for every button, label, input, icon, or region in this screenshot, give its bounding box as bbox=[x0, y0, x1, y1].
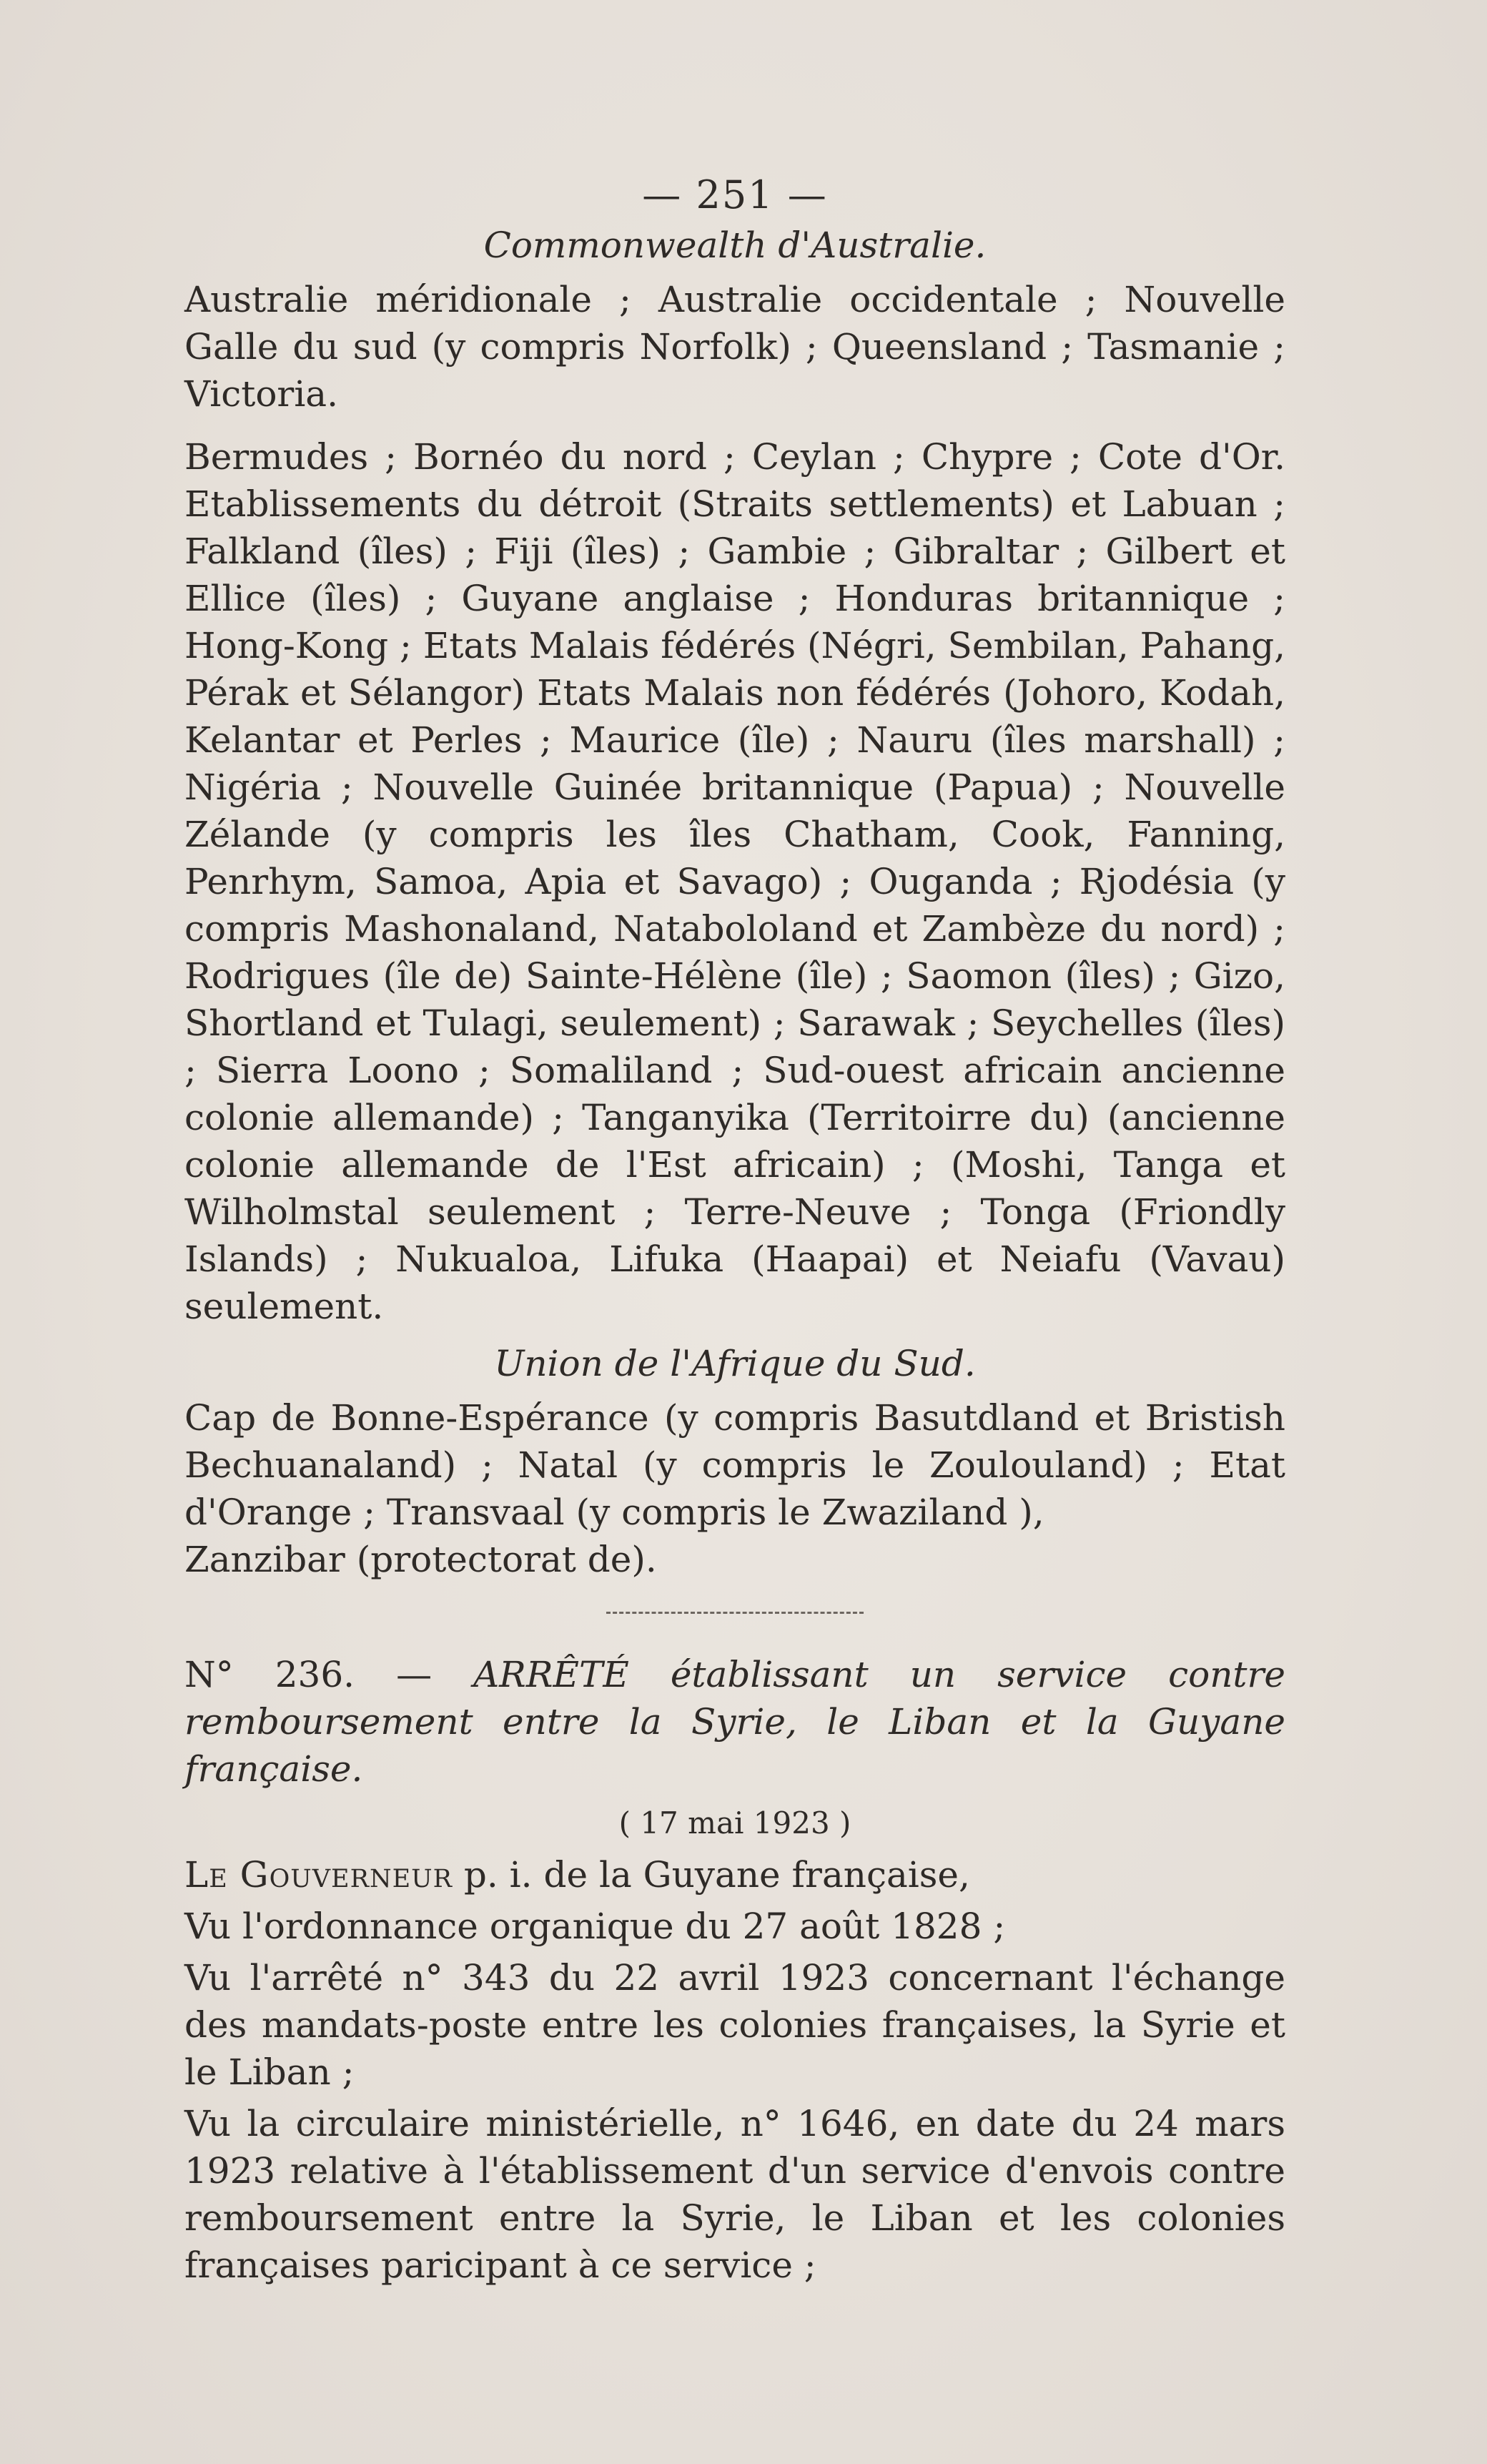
section-heading-south-africa: Union de l'Afrique du Sud. bbox=[494, 1343, 976, 1384]
text-column bbox=[184, 172, 1285, 2289]
section-heading-australia: Commonwealth d'Australie. bbox=[483, 225, 987, 266]
gouverneur-rest: p. i. de la Guyane française, bbox=[463, 1854, 970, 1896]
zanzibar-line: Zanzibar (protectorat de). bbox=[184, 1539, 657, 1580]
gouverneur-line bbox=[184, 1851, 1285, 1898]
separator-rule bbox=[606, 1612, 864, 1614]
australia-paragraph: Australie méridionale ; Australie occidentale ; Nouvelle Galle du sud (y compris Norfolk) ; Queensland ; Tasmanie ; Victoria. bbox=[184, 279, 1285, 415]
decree-title-text: ARRÊTÉ établissant un service contre remboursement entre la Syrie, le Liban et la Guyane française. bbox=[184, 1654, 1285, 1790]
consideration-3: Vu la circulaire ministérielle, n° 1646, en date du 24 mars 1923 relative à l'établissement d'un service d'envois contre remboursement entre la Syrie, le Liban et les colonies françaises paricipant à ce service ; bbox=[184, 2103, 1285, 2286]
consideration-1: Vu l'ordonnance organique du 27 août 1828 ; bbox=[184, 1906, 1006, 1947]
page-number: — 251 — bbox=[642, 172, 828, 217]
decree-number: N° 236. — bbox=[184, 1654, 433, 1695]
decree-date: ( 17 mai 1923 ) bbox=[618, 1805, 851, 1840]
consideration-2: Vu l'arrêté n° 343 du 22 avril 1923 concernant l'échange des mandats-poste entre les colonies françaises, la Syrie et le Liban ; bbox=[184, 1957, 1285, 2093]
decree-title bbox=[184, 1651, 1285, 1793]
british-colonies-paragraph: Bermudes ; Bornéo du nord ; Ceylan ; Chypre ; Cote d'Or. Etablissements du détroit (Straits settlements) et Labuan ; Falkland (îles) ; Fiji (îles) ; Gambie ; Gibraltar ; Gilbert et Ellice (îles) ; Guyane anglaise ; Honduras britannique ; Hong-Kong ; Etats Malais fédérés (Négri, Sembilan, Pahang, Pérak et Sélangor) Etats Malais non fédérés (Johoro, Kodah, Kelantar et Perles ; Maurice (île) ; Nauru (îles marshall) ; Nigéria ; Nouvelle Guinée britannique (Papua) ; Nouvelle Zélande (y compris les îles Chatham, Cook, Fanning, Penrhym, Samoa, Apia et Savago) ; Ouganda ; Rjodésia (y compris Mashonaland, Natabololand et Zambèze du nord) ; Rodrigues (île de) Sainte-Hélène (île) ; Saomon (îles) ; Gizo, Shortland et Tulagi, seulement) ; Sarawak ; Seychelles (îles) ; Sierra Loono ; Somaliland ; Sud-ouest africain ancienne colonie allemande) ; Tanganyika (Territoirre du) (ancienne colonie allemande de l'Est africain) ; (Moshi, Tanga et Wilholmstal seulement ; Terre-Neuve ; Tonga (Friondly Islands) ; Nukualoa, Lifuka (Haapai) et Neiafu (Vavau) seulement. bbox=[184, 436, 1285, 1327]
south-africa-paragraph: Cap de Bonne-Espérance (y compris Basutdland et Bristish Bechuanaland) ; Natal (y compris le Zoulouland) ; Etat d'Orange ; Transvaal (y compris le Zwaziland ), bbox=[184, 1397, 1285, 1533]
gouverneur-label: Le Gouverneur bbox=[184, 1854, 453, 1896]
